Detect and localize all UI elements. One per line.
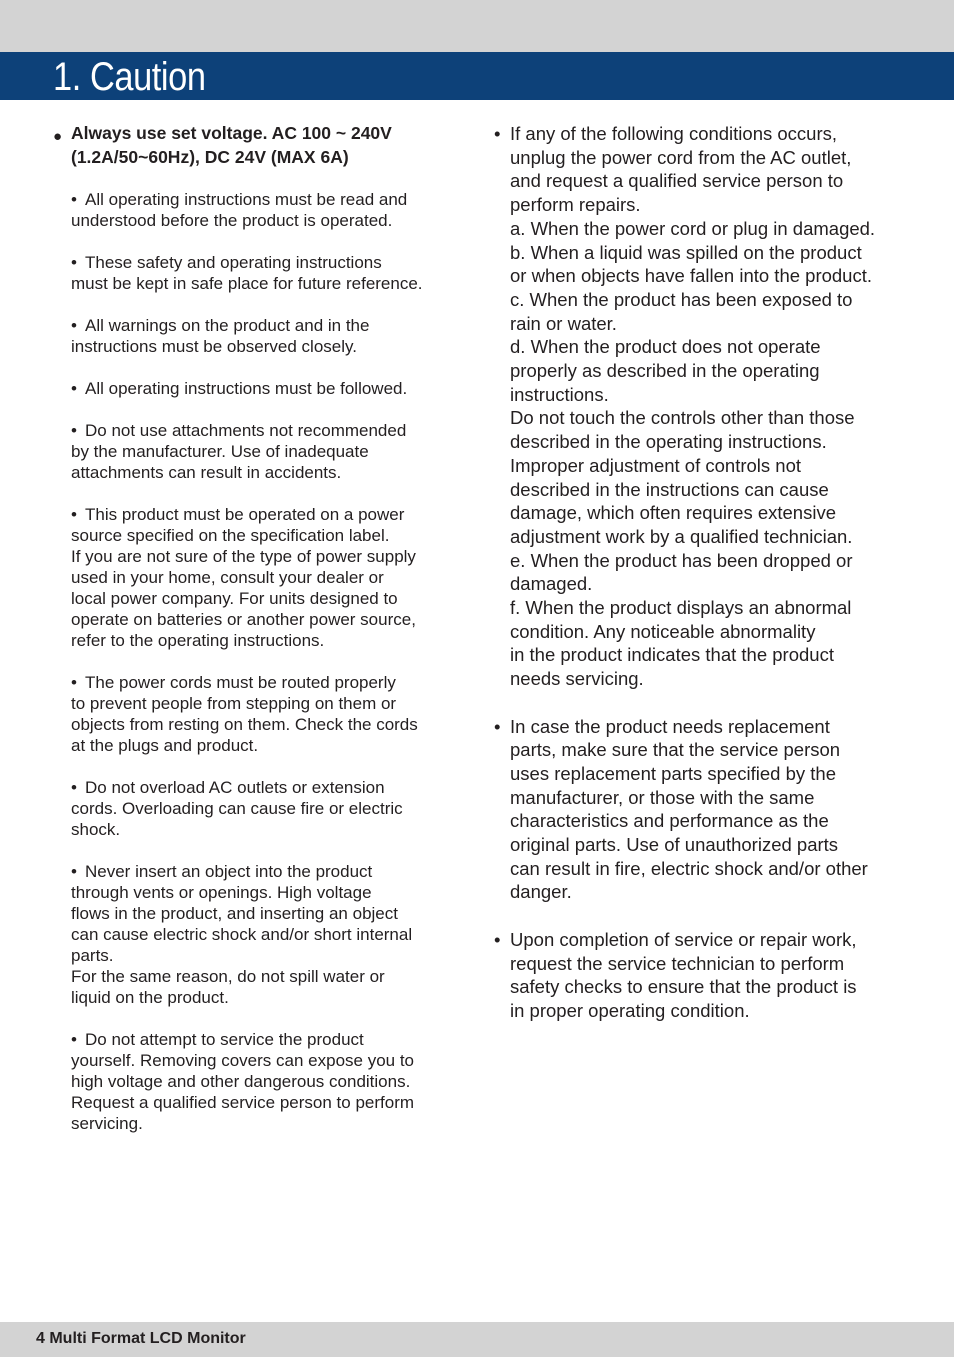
- caution-line: [71, 273, 463, 294]
- caution-line: [71, 1050, 463, 1071]
- caution-text: can result in fire, electric shock and/or other: [510, 857, 868, 879]
- voltage-notice: [53, 121, 463, 169]
- caution-line: [71, 693, 463, 714]
- caution-item: [71, 672, 463, 756]
- caution-text: must be kept in safe place for future reference.: [71, 274, 423, 293]
- caution-line: [510, 146, 914, 170]
- caution-line: [510, 880, 914, 904]
- caution-text: All operating instructions must be followed.: [85, 379, 408, 398]
- caution-text: e. When the product has been dropped or: [510, 549, 853, 571]
- caution-item: [71, 861, 463, 1008]
- caution-line: [510, 430, 914, 454]
- caution-line: [510, 975, 914, 999]
- caution-text: Never insert an object into the product: [85, 862, 373, 881]
- caution-text: or when objects have fallen into the product.: [510, 265, 873, 287]
- caution-item: [494, 122, 914, 691]
- caution-text: damaged.: [510, 573, 593, 595]
- caution-line: [71, 1071, 463, 1092]
- bullet-icon: •: [494, 715, 501, 737]
- caution-text: liquid on the product.: [71, 988, 229, 1007]
- caution-line: [71, 630, 463, 651]
- caution-line: [510, 454, 914, 478]
- header-band: [0, 0, 954, 52]
- caution-line: [71, 798, 463, 819]
- caution-line: [71, 819, 463, 840]
- caution-line: [510, 312, 914, 336]
- caution-text: objects from resting on them. Check the cords: [71, 715, 418, 734]
- caution-text: in proper operating condition.: [510, 999, 750, 1021]
- caution-item: [71, 1029, 463, 1134]
- caution-text: danger.: [510, 881, 572, 903]
- caution-line: [71, 903, 463, 924]
- caution-text: uses replacement parts specified by the: [510, 762, 836, 784]
- caution-text: parts, make sure that the service person: [510, 739, 841, 761]
- caution-line: [494, 715, 914, 739]
- caution-text: servicing.: [71, 1114, 143, 1133]
- caution-line: [510, 999, 914, 1023]
- caution-item: [71, 252, 463, 294]
- caution-line: [510, 809, 914, 833]
- caution-text: high voltage and other dangerous conditions.: [71, 1072, 411, 1091]
- caution-line: [71, 567, 463, 588]
- caution-text: needs servicing.: [510, 668, 644, 690]
- caution-item: [71, 504, 463, 651]
- caution-line: [71, 924, 463, 945]
- caution-line: [71, 441, 463, 462]
- caution-text: and request a qualified service person to: [510, 170, 844, 192]
- caution-text: cords. Overloading can cause fire or electric: [71, 799, 403, 818]
- caution-text: request the service technician to perform: [510, 952, 845, 974]
- bullet-icon: •: [494, 123, 501, 144]
- caution-line: [71, 189, 463, 210]
- caution-text: If you are not sure of the type of power supply: [71, 547, 416, 566]
- caution-line: [71, 1029, 463, 1050]
- caution-line: [71, 378, 463, 399]
- caution-item: [71, 378, 463, 399]
- caution-text: If any of the following conditions occurs,: [510, 123, 838, 144]
- bullet-icon: •: [71, 862, 77, 881]
- caution-item: [494, 928, 914, 1023]
- caution-line: [71, 546, 463, 567]
- caution-line: [510, 335, 914, 359]
- caution-text: Do not overload AC outlets or extension: [85, 778, 385, 797]
- caution-line: [510, 525, 914, 549]
- caution-item: [71, 315, 463, 357]
- caution-line: [71, 945, 463, 966]
- caution-text: rain or water.: [510, 312, 617, 334]
- caution-item: [71, 777, 463, 840]
- caution-line: [510, 478, 914, 502]
- caution-text: characteristics and performance as the: [510, 810, 829, 832]
- caution-line: [510, 762, 914, 786]
- left-caution-list: [53, 189, 463, 1134]
- caution-line: [494, 928, 914, 952]
- caution-text: in the product indicates that the product: [510, 644, 834, 666]
- caution-line: [510, 288, 914, 312]
- caution-text: All operating instructions must be read and: [85, 190, 408, 209]
- caution-line: [71, 420, 463, 441]
- caution-text: original parts. Use of unauthorized parts: [510, 834, 839, 856]
- caution-text: used in your home, consult your dealer or: [71, 568, 384, 587]
- caution-line: [510, 833, 914, 857]
- caution-line: [510, 383, 914, 407]
- caution-text: instructions must be observed closely.: [71, 337, 357, 356]
- caution-line: [510, 549, 914, 573]
- caution-line: [71, 504, 463, 525]
- caution-line: [71, 714, 463, 735]
- caution-line: [510, 217, 914, 241]
- caution-text: manufacturer, or those with the same: [510, 786, 815, 808]
- caution-line: [71, 252, 463, 273]
- caution-text: In case the product needs replacement: [510, 715, 830, 737]
- caution-line: [510, 264, 914, 288]
- right-column: [494, 122, 914, 1046]
- caution-line: [71, 777, 463, 798]
- caution-text: b. When a liquid was spilled on the product: [510, 241, 862, 263]
- caution-line: [71, 987, 463, 1008]
- caution-text: described in the operating instructions.: [510, 431, 827, 453]
- caution-line: [510, 241, 914, 265]
- caution-text: These safety and operating instructions: [85, 253, 382, 272]
- bullet-icon: •: [71, 778, 77, 797]
- caution-text: Request a qualified service person to perform: [71, 1093, 415, 1112]
- bullet-icon: •: [71, 1030, 77, 1049]
- left-column: [53, 121, 463, 1155]
- caution-text: described in the instructions can cause: [510, 478, 829, 500]
- caution-text: Do not use attachments not recommended: [85, 421, 407, 440]
- voltage-notice-line: (1.2A/50~60Hz), DC 24V (MAX 6A): [71, 147, 349, 167]
- caution-line: [71, 735, 463, 756]
- caution-line: [71, 525, 463, 546]
- caution-line: [510, 738, 914, 762]
- caution-text: to prevent people from stepping on them or: [71, 694, 397, 713]
- caution-text: c. When the product has been exposed to: [510, 288, 853, 310]
- caution-item: [494, 715, 914, 905]
- caution-text: at the plugs and product.: [71, 736, 259, 755]
- caution-line: [71, 336, 463, 357]
- caution-text: shock.: [71, 820, 121, 839]
- caution-item: [71, 189, 463, 231]
- caution-line: [71, 210, 463, 231]
- caution-line: [71, 861, 463, 882]
- bullet-dot-icon: ●: [53, 128, 63, 145]
- caution-text: can cause electric shock and/or short internal: [71, 925, 413, 944]
- caution-line: [71, 966, 463, 987]
- caution-text: Upon completion of service or repair work,: [510, 928, 857, 950]
- caution-text: yourself. Removing covers can expose you to: [71, 1051, 415, 1070]
- caution-line: [71, 315, 463, 336]
- caution-text: operate on batteries or another power source,: [71, 610, 416, 629]
- caution-line: [71, 1113, 463, 1134]
- caution-line: [510, 169, 914, 193]
- bullet-icon: •: [71, 379, 77, 398]
- caution-line: [510, 786, 914, 810]
- bullet-icon: •: [71, 505, 77, 524]
- caution-line: [510, 406, 914, 430]
- caution-line: [510, 667, 914, 691]
- caution-text: d. When the product does not operate: [510, 336, 821, 358]
- page-title: 1. Caution: [53, 55, 206, 99]
- caution-text: Improper adjustment of controls not: [510, 454, 802, 476]
- caution-text: a. When the power cord or plug in damaged.: [510, 217, 876, 239]
- caution-text: Do not touch the controls other than those: [510, 407, 855, 429]
- caution-text: parts.: [71, 946, 114, 965]
- caution-line: [510, 952, 914, 976]
- bullet-icon: •: [71, 673, 77, 692]
- caution-text: adjustment work by a qualified technician.: [510, 525, 853, 547]
- caution-text: damage, which often requires extensive: [510, 502, 836, 524]
- caution-text: flows in the product, and inserting an object: [71, 904, 398, 923]
- right-caution-list: [494, 122, 914, 1023]
- caution-text: instructions.: [510, 383, 609, 405]
- page-footer: 4 Multi Format LCD Monitor: [36, 1330, 246, 1347]
- bullet-icon: •: [71, 190, 77, 209]
- caution-line: [510, 596, 914, 620]
- caution-text: condition. Any noticeable abnormality: [510, 620, 816, 642]
- caution-text: local power company. For units designed to: [71, 589, 398, 608]
- caution-line: [510, 643, 914, 667]
- caution-text: understood before the product is operated.: [71, 211, 393, 230]
- caution-text: perform repairs.: [510, 194, 641, 216]
- caution-line: [510, 620, 914, 644]
- caution-text: through vents or openings. High voltage: [71, 883, 372, 902]
- caution-line: [510, 501, 914, 525]
- caution-text: safety checks to ensure that the product is: [510, 976, 857, 998]
- caution-text: source specified on the specification label.: [71, 526, 390, 545]
- caution-line: [510, 359, 914, 383]
- caution-line: [71, 672, 463, 693]
- bullet-icon: •: [494, 928, 501, 950]
- caution-line: [494, 122, 914, 146]
- caution-line: [71, 462, 463, 483]
- caution-text: unplug the power cord from the AC outlet,: [510, 146, 852, 168]
- bullet-icon: •: [71, 316, 77, 335]
- caution-text: attachments can result in accidents.: [71, 463, 342, 482]
- caution-line: [71, 588, 463, 609]
- caution-text: by the manufacturer. Use of inadequate: [71, 442, 369, 461]
- caution-item: [71, 420, 463, 483]
- caution-line: [71, 609, 463, 630]
- caution-text: For the same reason, do not spill water or: [71, 967, 385, 986]
- caution-text: Do not attempt to service the product: [85, 1030, 364, 1049]
- caution-text: This product must be operated on a power: [85, 505, 405, 524]
- caution-line: [510, 857, 914, 881]
- caution-text: properly as described in the operating: [510, 360, 820, 382]
- caution-line: [510, 572, 914, 596]
- bullet-icon: •: [71, 253, 77, 272]
- caution-text: The power cords must be routed properly: [85, 673, 396, 692]
- caution-text: All warnings on the product and in the: [85, 316, 370, 335]
- caution-line: [71, 1092, 463, 1113]
- caution-line: [71, 882, 463, 903]
- caution-line: [510, 193, 914, 217]
- voltage-notice-line: Always use set voltage. AC 100 ~ 240V: [71, 123, 392, 143]
- bullet-icon: •: [71, 421, 77, 440]
- caution-text: refer to the operating instructions.: [71, 631, 325, 650]
- caution-text: f. When the product displays an abnormal: [510, 597, 852, 619]
